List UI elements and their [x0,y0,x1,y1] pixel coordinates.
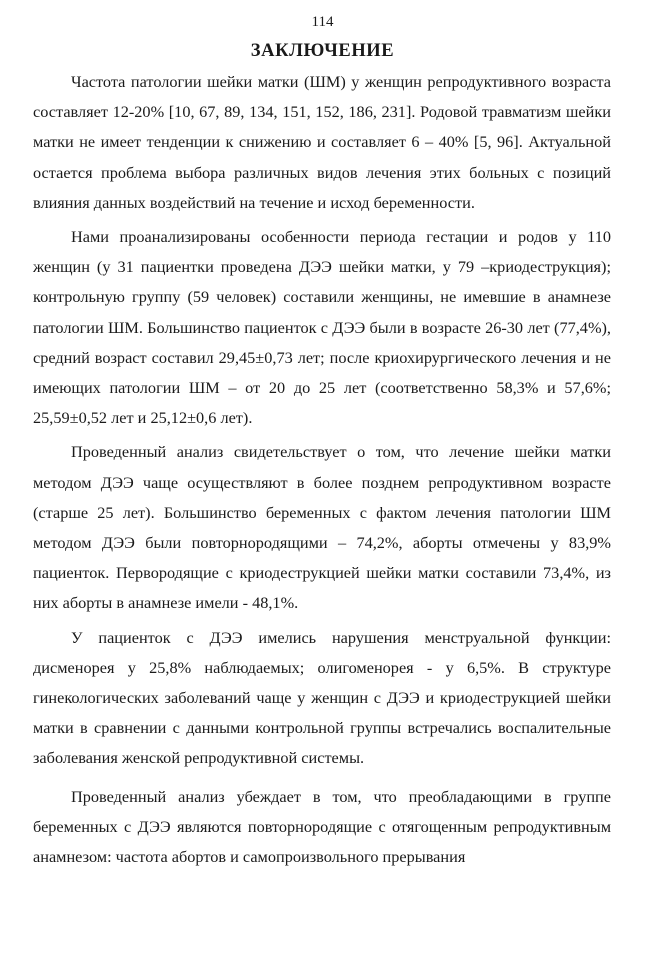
page-number: 114 [311,14,334,30]
paragraph-study-groups: Нами проанализированы особенности периода гестации и родов у 110 женщин (у 31 пациентки проведена ДЭЭ шейки матки, у 79 –криодеструкция); контрольную группу (59 человек) составили женщины, не имевшие в анамнезе патологии ШМ. Большинство пациенток с ДЭЭ были в возрасте 26-30 лет (77,4%), средний возраст составил 29,45±0,73 лет; после криохирургического лечения и не имеющих патологии ШМ – от 20 до 25 лет (соответственно 58,3% и 57,6%; 25,59±0,52 лет и 25,12±0,6 лет). [33,227,611,428]
page-title: ЗАКЛЮЧЕНИЕ [250,41,395,61]
body-text [33,67,611,872]
paragraph-menstrual-function: У пациенток с ДЭЭ имелись нарушения менструальной функции: дисменорея у 25,8% наблюдаемых; олигоменорея - у 6,5%. В структуре гинекологических заболеваний чаще у женщин с ДЭЭ и криодеструкцией шейки матки в сравнении с данными контрольной группы встречались воспалительные заболевания женской репродуктивной системы. [33,627,611,768]
paragraph-conclusion: Проведенный анализ убеждает в том, что преобладающими в группе беременных с ДЭЭ являются повторнородящие с отягощенным репродуктивным анамнезом: частота абортов и самопроизвольного прерывания [33,786,611,867]
paragraph-age-analysis: Проведенный анализ свидетельствует о том, что лечение шейки матки методом ДЭЭ чаще осуществляют в более позднем репродуктивном возрасте (старше 25 лет). Большинство беременных с фактом лечения патологии ШМ методом ДЭЭ были повторнородящими – 74,2%, аборты отмечены у 83,9% пациенток. Первородящие с криодеструкцией шейки матки составили 73,4%, из них аборты в анамнезе имели - 48,1%. [33,442,611,613]
paragraph-prevalence: Частота патологии шейки матки (ШМ) у женщин репродуктивного возраста составляет 12-20% [10, 67, 89, 134, 151, 152, 186, 231]. Родовой травматизм шейки матки не имеет тенденции к снижению и составляет 6 – 40% [5, 96]. Актуальной остается проблема выбора различных видов лечения этих больных с позиций влияния данных воздействий на течение и исход беременности. [33,72,611,212]
